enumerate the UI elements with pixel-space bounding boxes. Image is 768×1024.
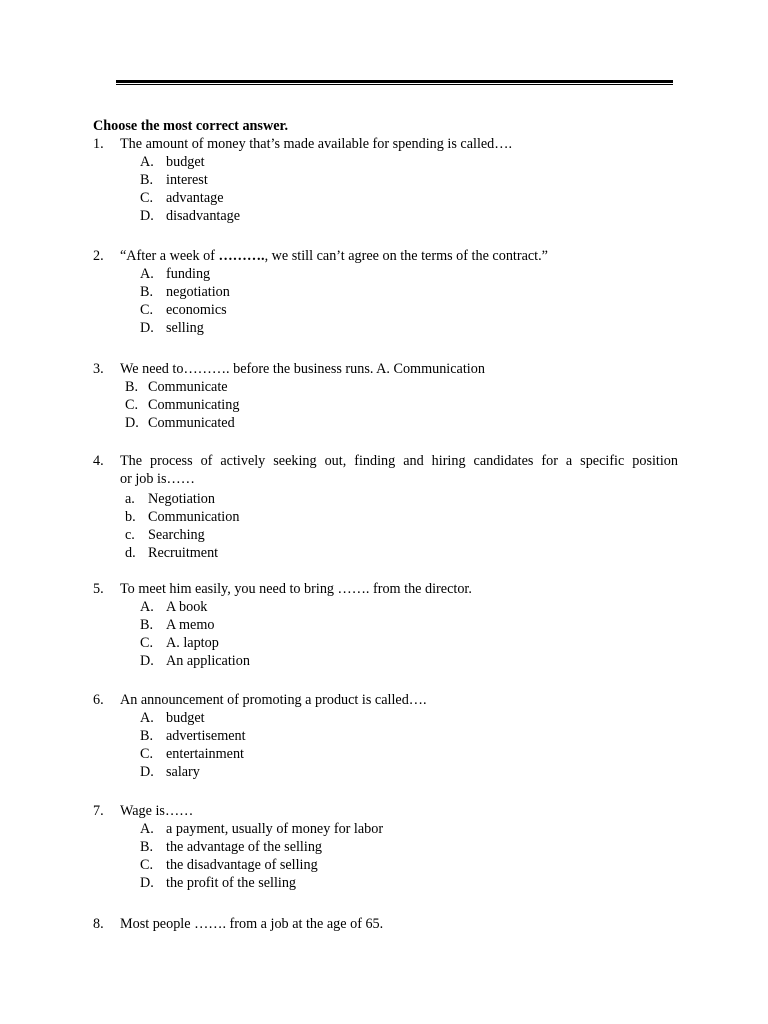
answer-blank: ………. xyxy=(218,248,265,264)
question-text-line-1: The process of actively seeking out, finding and hiring candidates for a specific position xyxy=(120,453,678,469)
option-text: Communicated xyxy=(148,415,235,431)
question-text: To meet him easily, you need to bring ……. from the director. xyxy=(120,581,472,597)
question-text: Wage is…… xyxy=(120,803,194,819)
question-text: An announcement of promoting a product is called…. xyxy=(120,692,427,708)
question-number: 8. xyxy=(93,916,104,932)
question-number: 7. xyxy=(93,803,104,819)
option-letter: c. xyxy=(125,527,135,543)
option-text: A memo xyxy=(166,617,215,633)
question-text-line-2: or job is…… xyxy=(120,471,195,487)
option-text: economics xyxy=(166,302,227,318)
option-letter: B. xyxy=(140,172,154,188)
option-text: entertainment xyxy=(166,746,244,762)
option-letter: d. xyxy=(125,545,136,561)
option-letter: C. xyxy=(140,635,154,651)
option-letter: D. xyxy=(140,320,154,336)
option-letter: D. xyxy=(125,415,139,431)
option-text: A. laptop xyxy=(166,635,219,651)
option-text: the disadvantage of selling xyxy=(166,857,318,873)
option-text: salary xyxy=(166,764,200,780)
option-text: a payment, usually of money for labor xyxy=(166,821,384,837)
question-text: Most people ……. from a job at the age of 65. xyxy=(120,916,384,932)
option-text: advertisement xyxy=(166,728,246,744)
option-letter: A. xyxy=(140,710,154,726)
question-number: 5. xyxy=(93,581,104,597)
option-letter: D. xyxy=(140,653,154,669)
option-text: budget xyxy=(166,154,205,170)
option-text: A book xyxy=(166,599,208,615)
option-text: negotiation xyxy=(166,284,230,300)
option-letter: D. xyxy=(140,208,154,224)
option-letter: A. xyxy=(140,821,154,837)
question-text-after: , we still can’t agree on the terms of the contract.” xyxy=(264,248,548,264)
question-number: 3. xyxy=(93,361,104,377)
question-number: 4. xyxy=(93,453,104,469)
option-letter: C. xyxy=(140,302,154,318)
instructions: Choose the most correct answer. xyxy=(93,118,289,134)
option-letter: B. xyxy=(140,839,154,855)
option-letter: B. xyxy=(125,379,139,395)
header-rule-thick xyxy=(116,80,673,83)
option-letter: C. xyxy=(140,857,154,873)
option-text: funding xyxy=(166,266,211,282)
option-letter: b. xyxy=(125,509,136,525)
option-letter: a. xyxy=(125,491,135,507)
option-text: Communication xyxy=(148,509,240,525)
question-text: We need to………. before the business runs. A. Communication xyxy=(120,361,485,377)
option-letter: C. xyxy=(125,397,139,413)
option-letter: C. xyxy=(140,190,154,206)
option-letter: A. xyxy=(140,154,154,170)
option-text: selling xyxy=(166,320,204,336)
option-letter: D. xyxy=(140,764,154,780)
option-text: Negotiation xyxy=(148,491,215,507)
question-number: 1. xyxy=(93,136,104,152)
option-text: budget xyxy=(166,710,205,726)
option-text: the profit of the selling xyxy=(166,875,297,891)
option-letter: B. xyxy=(140,284,154,300)
option-text: An application xyxy=(166,653,250,669)
option-text: Recruitment xyxy=(148,545,219,561)
option-text: disadvantage xyxy=(166,208,241,224)
option-text: interest xyxy=(166,172,208,188)
option-text: Searching xyxy=(148,527,205,543)
header-rule-thin xyxy=(116,84,673,85)
option-letter: C. xyxy=(140,746,154,762)
question-number: 6. xyxy=(93,692,104,708)
question-number: 2. xyxy=(93,248,104,264)
question-text: The amount of money that’s made available for spending is called…. xyxy=(120,136,513,152)
option-text: Communicating xyxy=(148,397,240,413)
option-letter: B. xyxy=(140,728,154,744)
option-text: the advantage of the selling xyxy=(166,839,323,855)
option-letter: D. xyxy=(140,875,154,891)
option-text: Communicate xyxy=(148,379,228,395)
option-text: advantage xyxy=(166,190,224,206)
option-letter: B. xyxy=(140,617,154,633)
question-text-before: “After a week of xyxy=(120,248,219,264)
question-text xyxy=(120,247,548,265)
option-letter: A. xyxy=(140,266,154,282)
option-letter: A. xyxy=(140,599,154,615)
